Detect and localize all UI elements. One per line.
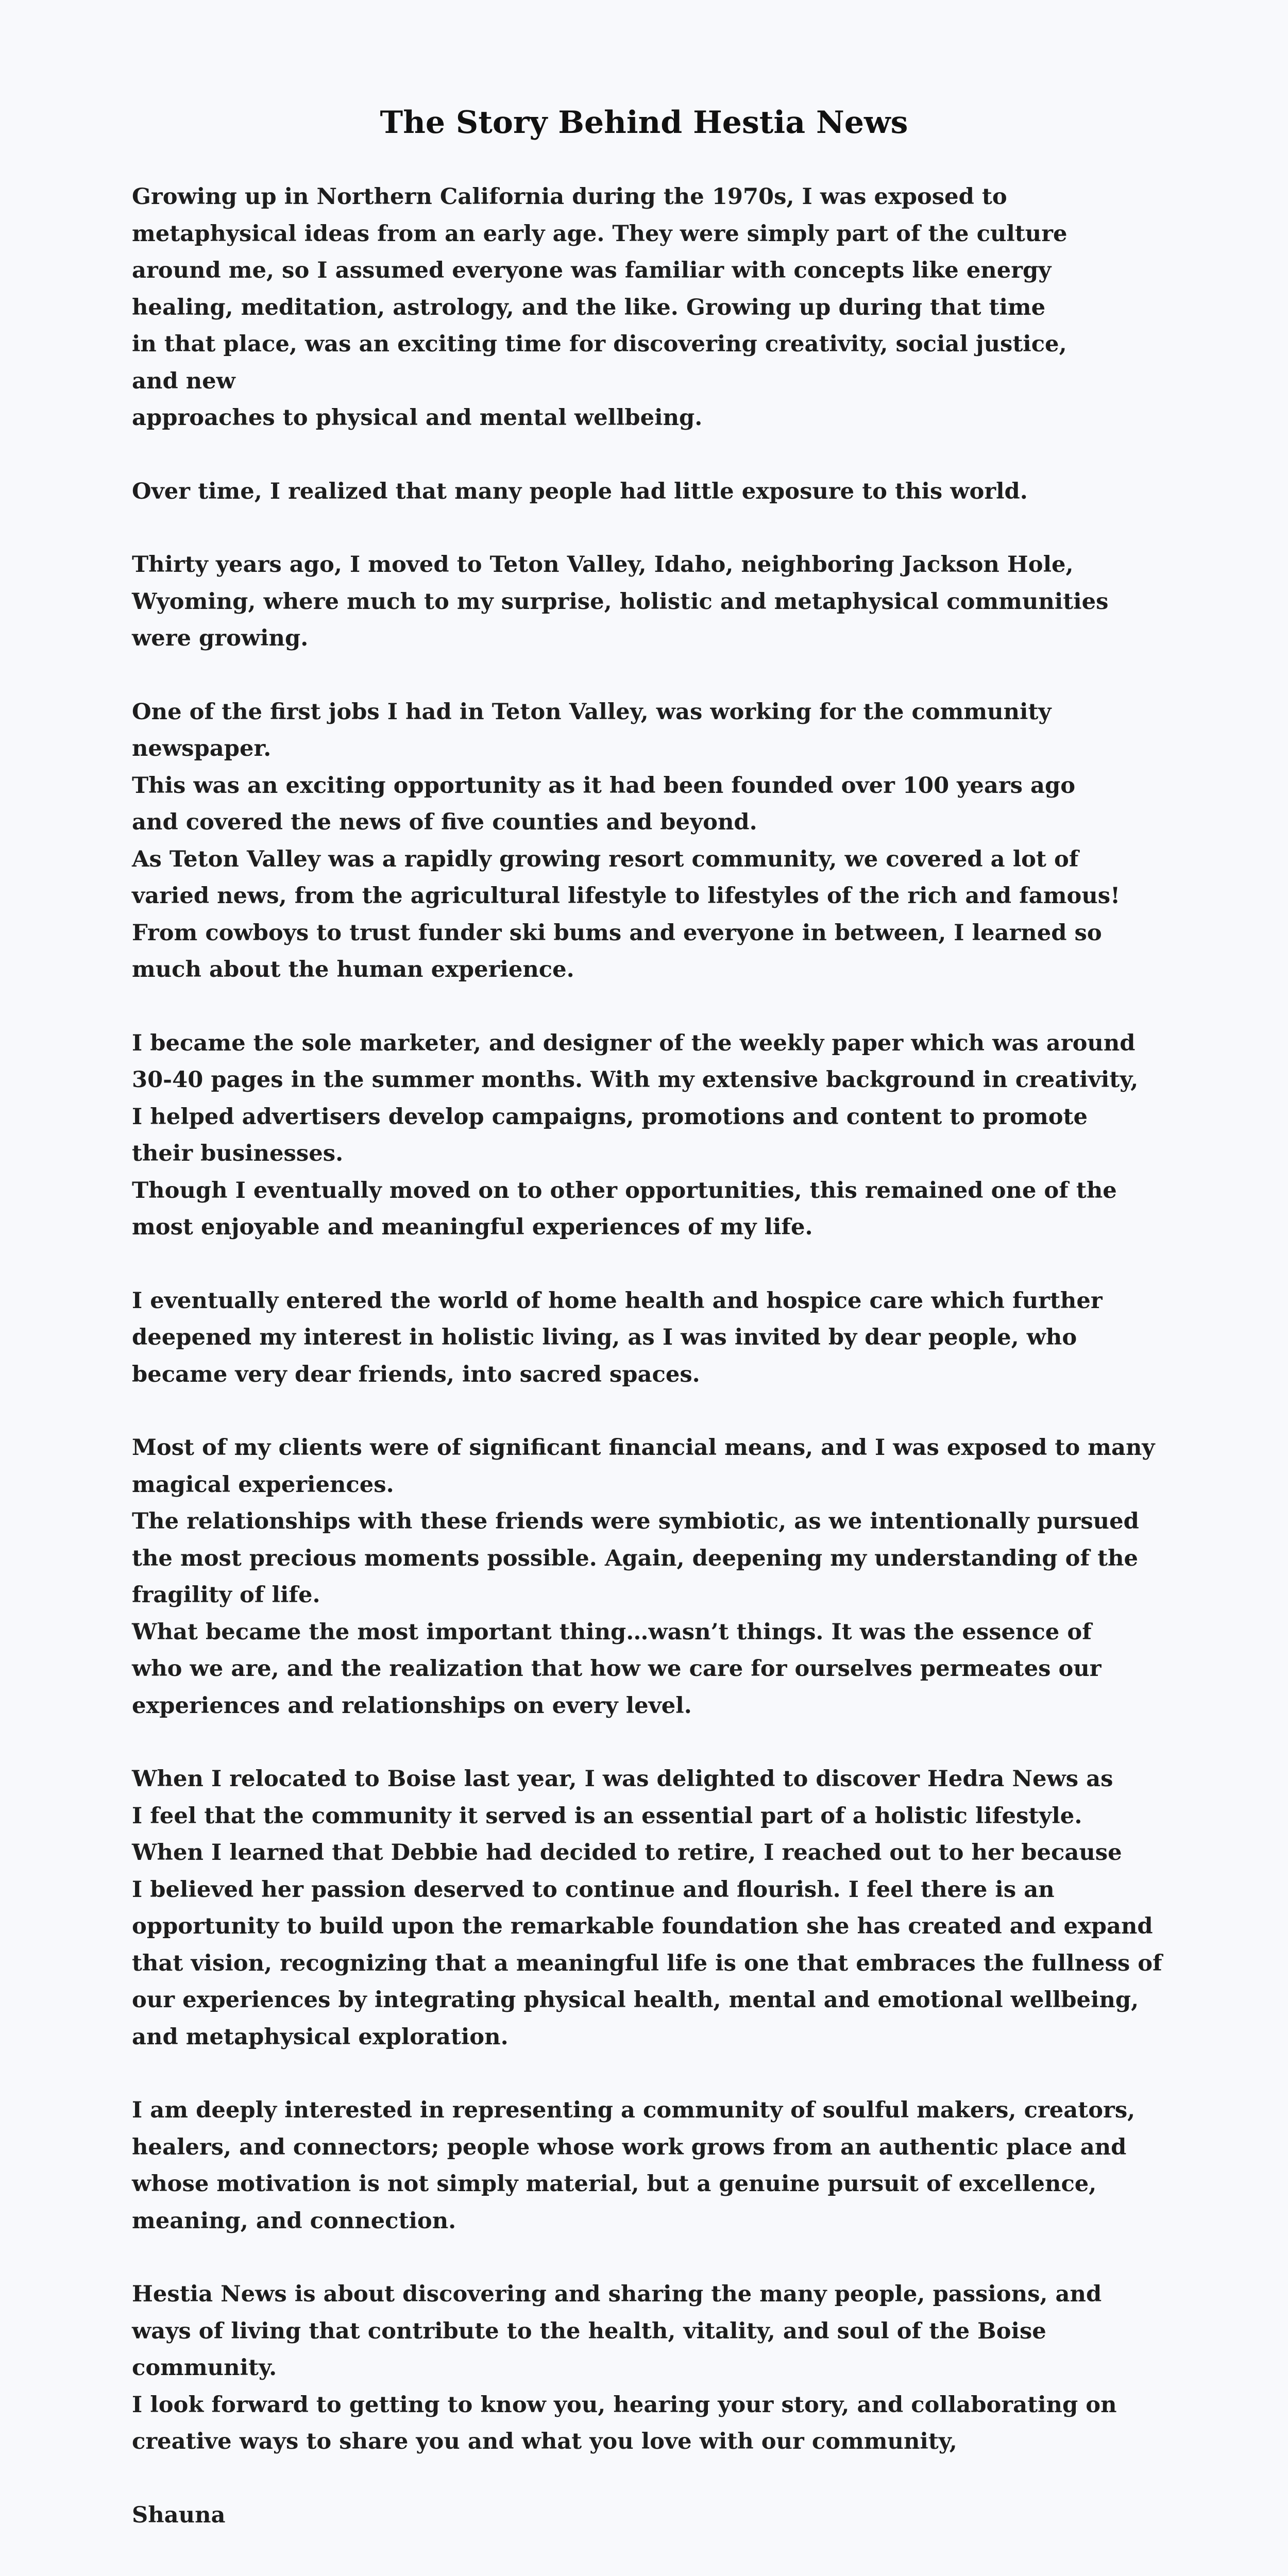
text-line: their businesses. [132, 1140, 344, 1166]
paragraph [132, 1760, 1162, 2055]
paragraph [132, 1429, 1162, 1724]
text-line: became very dear friends, into sacred spaces. [132, 1361, 700, 1387]
text-line: creative ways to share you and what you love with our community, [132, 2428, 957, 2454]
text-line: Over time, I realized that many people had little exposure to this world. [132, 478, 1028, 504]
text-line: were growing. [132, 625, 309, 651]
text-line: Wyoming, where much to my surprise, holistic and metaphysical communities [132, 588, 1109, 615]
text-line: Growing up in Northern California during the 1970s, I was exposed to [132, 183, 1007, 210]
paragraph [132, 2276, 1162, 2460]
text-line: and metaphysical exploration. [132, 2023, 509, 2050]
paragraph [132, 546, 1162, 657]
text-line: healing, meditation, astrology, and the like. Growing up during that time [132, 294, 1046, 320]
text-line: From cowboys to trust funder ski bums and everyone in between, I learned so [132, 919, 1102, 946]
paragraph [132, 1025, 1162, 1246]
text-line: As Teton Valley was a rapidly growing resort community, we covered a lot of [132, 845, 1079, 872]
text-line: most enjoyable and meaningful experiences of my life. [132, 1214, 813, 1240]
text-line: experiences and relationships on every level. [132, 1692, 692, 1719]
text-line: I eventually entered the world of home health and hospice care which further [132, 1287, 1103, 1314]
text-line: The relationships with these friends were symbiotic, as we intentionally pursued [132, 1508, 1139, 1534]
text-line: 30-40 pages in the summer months. With my extensive background in creativity, [132, 1066, 1139, 1093]
text-line: I helped advertisers develop campaigns, promotions and content to promote [132, 1103, 1088, 1130]
paragraph [132, 693, 1162, 988]
article-body [132, 178, 1162, 2533]
text-line: varied news, from the agricultural lifestyle to lifestyles of the rich and famous! [132, 883, 1121, 909]
text-line: in that place, was an exciting time for discovering creativity, social justice, [132, 331, 1067, 357]
text-line: opportunity to build upon the remarkable foundation she has created and expand [132, 1913, 1153, 1939]
text-line: newspaper. [132, 735, 272, 761]
text-line: that vision, recognizing that a meaningful life is one that embraces the fullness of [132, 1950, 1162, 1976]
text-line: When I learned that Debbie had decided to retire, I reached out to her because [132, 1839, 1122, 1866]
text-line: whose motivation is not simply material, but a genuine pursuit of excellence, [132, 2171, 1097, 2197]
page-title: The Story Behind Hestia News [380, 105, 908, 141]
text-line: deepened my interest in holistic living, as I was invited by dear people, who [132, 1324, 1077, 1350]
text-line: the most precious moments possible. Again, deepening my understanding of the [132, 1545, 1139, 1571]
text-line: I look forward to getting to know you, hearing your story, and collaborating on [132, 2391, 1117, 2418]
paragraph [132, 1282, 1162, 1393]
text-line: our experiences by integrating physical health, mental and emotional wellbeing, [132, 1987, 1139, 2013]
text-line: who we are, and the realization that how we care for ourselves permeates our [132, 1655, 1101, 1682]
text-line: Thirty years ago, I moved to Teton Valley, Idaho, neighboring Jackson Hole, [132, 551, 1074, 578]
text-line: metaphysical ideas from an early age. They were simply part of the culture [132, 220, 1067, 247]
text-line: This was an exciting opportunity as it had been founded over 100 years ago [132, 772, 1076, 799]
text-line: fragility of life. [132, 1582, 320, 1608]
paragraph [132, 178, 1162, 436]
paragraph [132, 2092, 1162, 2239]
text-line: magical experiences. [132, 1471, 394, 1498]
text-line: and covered the news of five counties and beyond. [132, 809, 757, 835]
text-line: meaning, and connection. [132, 2207, 456, 2234]
text-line: Hestia News is about discovering and sharing the many people, passions, and [132, 2281, 1102, 2307]
text-line: healers, and connectors; people whose work grows from an authentic place and [132, 2133, 1127, 2160]
text-line: much about the human experience. [132, 956, 574, 982]
signature: Shauna [132, 2501, 226, 2528]
text-line: I believed her passion deserved to continue and flourish. I feel there is an [132, 1876, 1055, 1903]
paragraph [132, 473, 1162, 510]
text-line: I became the sole marketer, and designer of the weekly paper which was around [132, 1029, 1136, 1056]
text-line: and new [132, 367, 235, 394]
text-line: When I relocated to Boise last year, I was delighted to discover Hedra News as [132, 1766, 1113, 1792]
text-line: Most of my clients were of significant financial means, and I was exposed to many [132, 1434, 1155, 1461]
text-line: approaches to physical and mental wellbeing. [132, 404, 703, 431]
text-line: One of the first jobs I had in Teton Valley, was working for the community [132, 698, 1052, 725]
text-line: I am deeply interested in representing a community of soulful makers, creators, [132, 2097, 1136, 2123]
text-line: What became the most important thing…wasn’t things. It was the essence of [132, 1618, 1092, 1645]
text-line: community. [132, 2354, 277, 2381]
text-line: ways of living that contribute to the health, vitality, and soul of the Boise [132, 2317, 1046, 2344]
text-line: around me, so I assumed everyone was familiar with concepts like energy [132, 257, 1052, 283]
text-line: I feel that the community it served is an essential part of a holistic lifestyle. [132, 1802, 1082, 1829]
text-line: Though I eventually moved on to other opportunities, this remained one of the [132, 1177, 1117, 1204]
